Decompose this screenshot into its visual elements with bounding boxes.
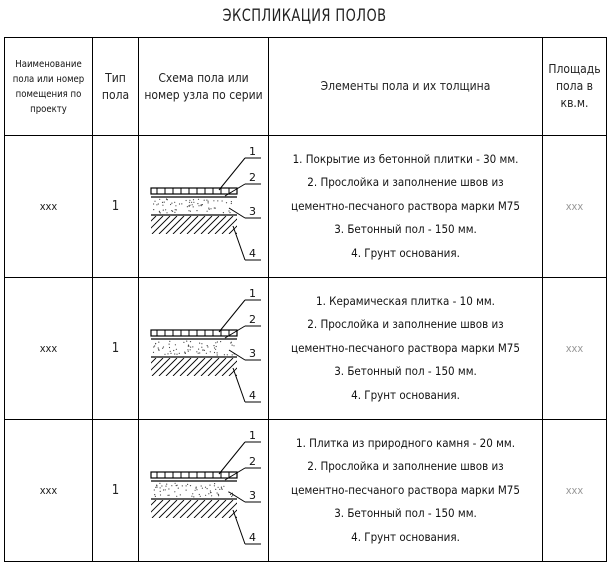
element-line: 2. Прослойка и заполнение швов из <box>307 459 504 474</box>
layer-label: 2 <box>249 170 256 184</box>
header-schema: Схема пола или номер узла по серии <box>139 38 269 136</box>
elements-cell <box>269 136 543 278</box>
room-name-cell: ххх <box>5 278 93 420</box>
layer-label: 2 <box>249 454 256 468</box>
layer-label: 2 <box>249 312 256 326</box>
element-line: 4. Грунт основания. <box>351 387 460 402</box>
floor-type-cell: 1 <box>93 420 139 562</box>
room-name-cell: ххх <box>5 420 93 562</box>
header-elements: Элементы пола и их толщина <box>269 38 543 136</box>
area-cell: ххх <box>543 420 607 562</box>
element-line: 2. Прослойка и заполнение швов из <box>307 317 504 332</box>
layer-label: 3 <box>249 204 256 218</box>
element-line: 1. Покрытие из бетонной плитки - 30 мм. <box>292 151 519 166</box>
element-line: 1. Плитка из природного камня - 20 мм. <box>296 435 515 450</box>
floor-type-cell: 1 <box>93 136 139 278</box>
layer-label: 3 <box>249 488 256 502</box>
element-line: 1. Керамическая плитка - 10 мм. <box>316 293 495 308</box>
header-row <box>5 38 607 136</box>
element-line: цементно-песчаного раствора марки М75 <box>291 340 520 355</box>
area-cell: ххх <box>543 136 607 278</box>
table-row <box>5 420 607 562</box>
layer-label: 4 <box>249 388 256 402</box>
floor-type-cell: 1 <box>93 278 139 420</box>
layer-label: 4 <box>249 530 256 544</box>
area-cell: ххх <box>543 278 607 420</box>
document-title: ЭКСПЛИКАЦИЯ ПОЛОВ <box>222 6 387 26</box>
layer-label: 1 <box>249 428 256 442</box>
layer-label: 3 <box>249 346 256 360</box>
element-line: цементно-песчаного раствора марки М75 <box>291 198 520 213</box>
element-line: 4. Грунт основания. <box>351 245 460 260</box>
header-name: Наименование пола или номер помещения по проекту <box>5 38 93 136</box>
element-line: цементно-песчаного раствора марки М75 <box>291 482 520 497</box>
element-line: 3. Бетонный пол - 150 мм. <box>334 222 477 237</box>
floor-schema-cell <box>139 278 269 420</box>
header-type: Тип пола <box>93 38 139 136</box>
elements-cell <box>269 420 543 562</box>
elements-cell <box>269 278 543 420</box>
room-name-cell: ххх <box>5 136 93 278</box>
floor-section-diagram <box>139 422 269 560</box>
layer-label: 1 <box>249 144 256 158</box>
element-line: 3. Бетонный пол - 150 мм. <box>334 364 477 379</box>
header-area: Площадь пола в кв.м. <box>543 38 607 136</box>
table-row <box>5 278 607 420</box>
element-line: 3. Бетонный пол - 150 мм. <box>334 506 477 521</box>
table-row <box>5 136 607 278</box>
element-line: 4. Грунт основания. <box>351 529 460 544</box>
floor-schema-cell <box>139 136 269 278</box>
floor-explication-table <box>4 37 607 562</box>
floor-section-diagram <box>139 280 269 418</box>
layer-label: 1 <box>249 286 256 300</box>
floor-section-diagram <box>139 138 269 276</box>
floor-schema-cell <box>139 420 269 562</box>
layer-label: 4 <box>249 246 256 260</box>
element-line: 2. Прослойка и заполнение швов из <box>307 175 504 190</box>
